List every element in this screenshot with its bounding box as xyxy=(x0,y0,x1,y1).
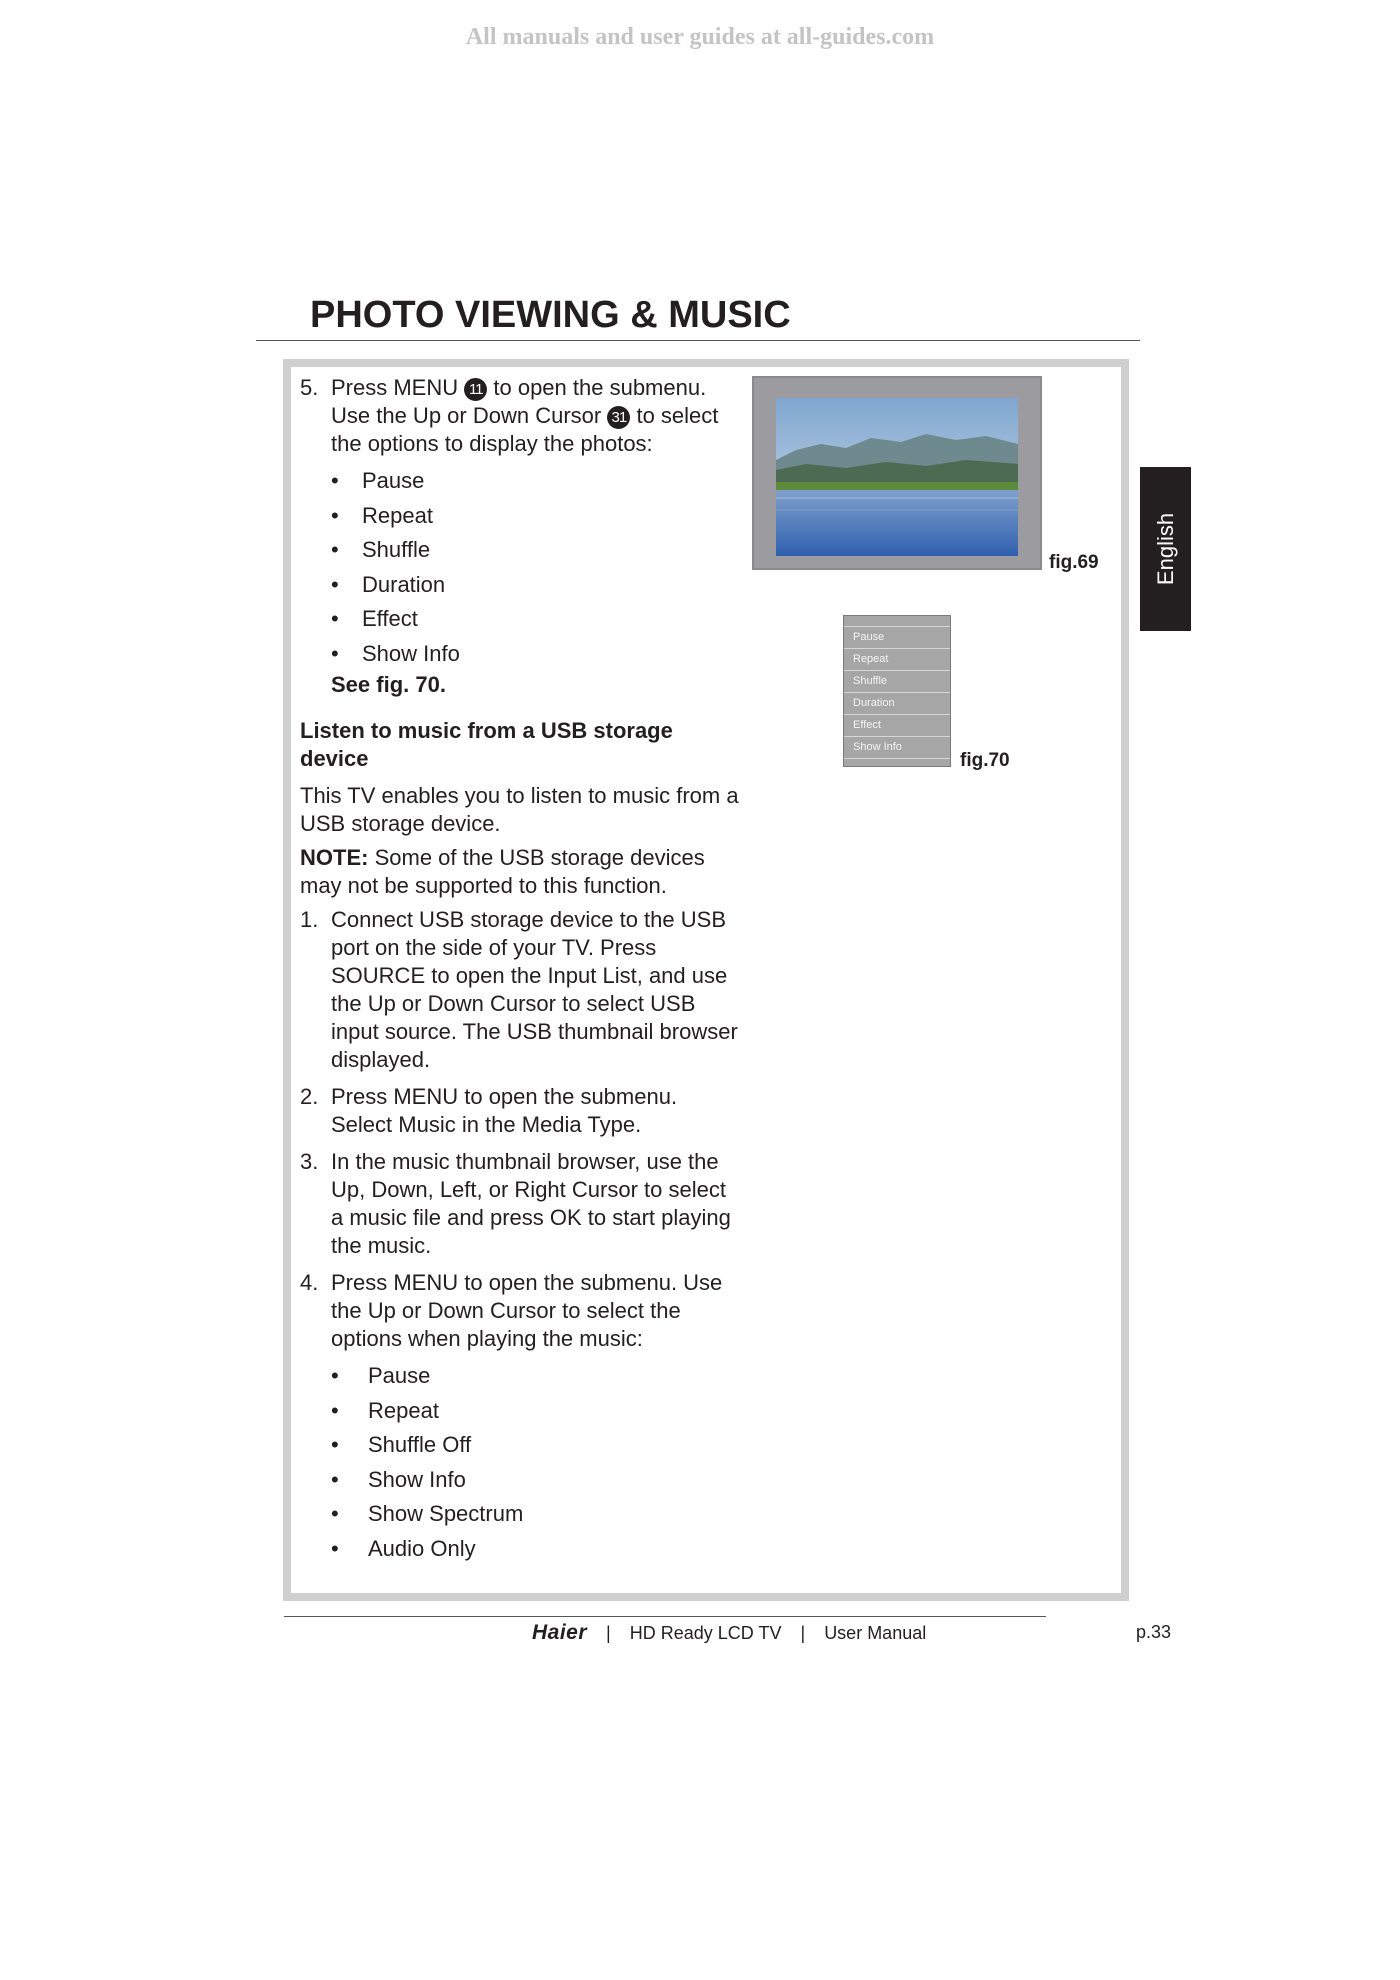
photo-options-list xyxy=(300,464,740,671)
list-item: • Duration xyxy=(331,568,740,603)
step-text: Press MENU to open the submenu. Use the Up or Down Cursor to select the options when playing the music: xyxy=(331,1270,723,1351)
list-item: • Effect xyxy=(331,602,740,637)
menu-button-badge: 11 xyxy=(464,378,487,401)
step-number: 4. xyxy=(300,1270,319,1295)
list-item: • Pause xyxy=(331,1359,740,1394)
step-text: Connect USB storage device to the USB port on the side of your TV. Press SOURCE to open the Input List, and use the Up or Down Cursor to select USB input source. The USB thumbnail browser displayed. xyxy=(331,907,738,1072)
footer-separator: | xyxy=(606,1623,611,1643)
menu-item-pause: Pause xyxy=(844,627,950,649)
note xyxy=(300,844,740,900)
footer-separator: | xyxy=(800,1623,806,1643)
step-5 xyxy=(300,374,740,458)
list-item: • Show Info xyxy=(331,1463,740,1498)
list-item: • Show Info xyxy=(331,637,740,672)
menu-item-show-info: Show Info xyxy=(844,737,950,759)
fig70-submenu xyxy=(843,615,951,767)
music-step-1 xyxy=(300,906,740,1074)
landscape-photo-image xyxy=(776,398,1018,556)
title-divider xyxy=(256,340,1140,341)
menu-item-repeat: Repeat xyxy=(844,649,950,671)
cursor-button-badge: 31 xyxy=(607,406,630,429)
step-text: Press MENU xyxy=(331,375,459,400)
list-item: • Pause xyxy=(331,464,740,499)
music-step-4 xyxy=(300,1269,740,1353)
page-number: p.33 xyxy=(1136,1622,1172,1642)
music-options-list xyxy=(300,1359,740,1566)
menu-header-strip xyxy=(844,616,950,627)
step-number: 5. xyxy=(300,375,319,400)
section-heading: Listen to music from a USB storage device xyxy=(300,718,673,771)
fig69-photo-screen xyxy=(752,376,1042,570)
list-item: • Shuffle xyxy=(331,533,740,568)
menu-item-shuffle: Shuffle xyxy=(844,671,950,693)
step-text: to open the submenu. Use the Up or Down Cursor xyxy=(331,375,707,428)
footer xyxy=(532,1620,926,1646)
note-label: NOTE: xyxy=(300,845,369,870)
page-title: PHOTO VIEWING & MUSIC xyxy=(310,294,791,336)
instructions-column xyxy=(300,374,740,1566)
fig69-label: fig.69 xyxy=(1049,552,1099,573)
footer-divider xyxy=(284,1616,1046,1617)
see-figure-ref: See fig. 70. xyxy=(331,672,446,697)
list-item: • Show Spectrum xyxy=(331,1497,740,1532)
footer-doc: User Manual xyxy=(824,1623,927,1643)
footer-product: HD Ready LCD TV xyxy=(629,1623,782,1643)
step-text: Press MENU to open the submenu. Select Music in the Media Type. xyxy=(331,1084,678,1137)
watermark: All manuals and user guides at all-guides.com xyxy=(465,24,935,50)
list-item: • Shuffle Off xyxy=(331,1428,740,1463)
step-number: 1. xyxy=(300,907,319,932)
menu-item-duration: Duration xyxy=(844,693,950,715)
step-number: 2. xyxy=(300,1084,319,1109)
note-text: Some of the USB storage devices may not be supported to this function. xyxy=(300,845,705,898)
step-text: to select the options to display the photos: xyxy=(331,403,719,456)
list-item: • Repeat xyxy=(331,499,740,534)
fig70-label: fig.70 xyxy=(960,750,1010,771)
brand-logo: Haier xyxy=(532,1621,588,1644)
step-number: 3. xyxy=(300,1149,319,1174)
list-item: • Repeat xyxy=(331,1394,740,1429)
section-intro: This TV enables you to listen to music from a USB storage device. xyxy=(300,783,739,836)
language-tab-label: English xyxy=(1152,512,1178,586)
language-tab xyxy=(1140,467,1191,631)
music-step-2 xyxy=(300,1083,740,1139)
music-step-3 xyxy=(300,1148,740,1260)
step-text: In the music thumbnail browser, use the Up, Down, Left, or Right Cursor to select a music file and press OK to start playing the music. xyxy=(331,1149,731,1258)
menu-item-effect: Effect xyxy=(844,715,950,737)
list-item: • Audio Only xyxy=(331,1532,740,1567)
